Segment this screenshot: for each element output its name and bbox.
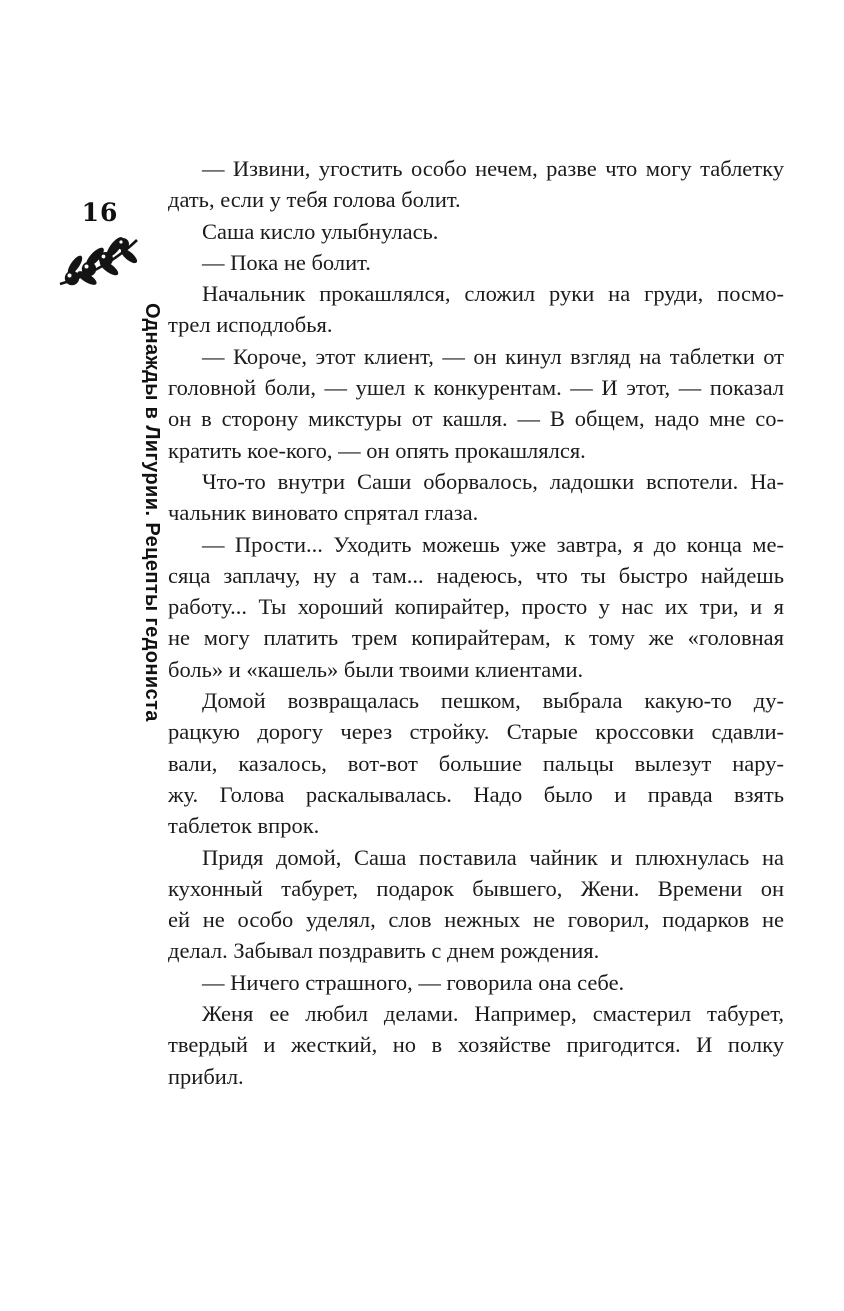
text-line: — Короче, этот клиент, — он кинул взгляд на таблетки от (202, 343, 784, 369)
text-line: дать, если у тебя голова болит. (168, 187, 461, 213)
paragraph (168, 278, 784, 341)
text-line: вали, казалось, вот-вот большие пальцы вылезут нару- (168, 750, 784, 776)
paragraph (168, 529, 784, 685)
text-line: рацкую дорогу через стройку. Старые кроссовки сдавли- (168, 719, 784, 745)
text-line: — Ничего страшного, — говорила она себе. (202, 969, 625, 995)
text-line: Саша кисло улыбнулась. (202, 218, 439, 244)
text-line: головной боли, — ушел к конкурентам. — И этот, — показал (168, 375, 784, 401)
paragraph (168, 685, 784, 841)
text-line: жу. Голова раскалывалась. Надо было и правда взять (168, 781, 784, 807)
text-line: — Извини, угостить особо нечем, разве что могу таблетку (202, 156, 784, 181)
margin-book-title: Однажды в Лигурии. Рецепты гедониста (141, 303, 163, 722)
paragraph (168, 247, 784, 278)
text-line: работу... Ты хороший копирайтер, просто у нас их три, и я (168, 594, 784, 620)
text-line: трел исподлобья. (168, 312, 333, 338)
olive-branch-ornament-icon (58, 231, 140, 291)
text-line: чальник виновато спрятал глаза. (168, 500, 479, 526)
text-block (168, 153, 784, 1092)
text-line: — Пока не болит. (202, 249, 371, 275)
text-line: твердый и жесткий, но в хозяйстве пригодится. И полку (168, 1032, 784, 1058)
text-line: Домой возвращалась пешком, выбрала какую-то ду- (202, 688, 784, 714)
text-line: кухонный табурет, подарок бывшего, Жени. Времени он (168, 875, 784, 901)
text-line: прибил. (168, 1063, 244, 1089)
text-line: Придя домой, Саша поставила чайник и плюхнулась на (202, 844, 784, 870)
page-number: 16 (81, 198, 119, 227)
text-line: боль» и «кашель» были твоими клиентами. (168, 656, 584, 682)
text-line: сяца заплачу, ну а там... надеюсь, что ты быстро найдешь (168, 562, 784, 588)
text-line: он в сторону микстуры от кашля. — В общем, надо мне со- (168, 406, 784, 432)
text-line: делал. Забывал поздравить с днем рождения. (168, 938, 600, 964)
page-margin (56, 0, 163, 1311)
paragraph (168, 153, 784, 216)
paragraph (168, 998, 784, 1092)
text-line: Женя ее любил делами. Например, смастерил табурет, (202, 1001, 784, 1027)
paragraph (168, 341, 784, 466)
text-line: кратить кое-кого, — он опять прокашлялся. (168, 437, 586, 463)
paragraph (168, 967, 784, 998)
text-line: — Прости... Уходить можешь уже завтра, я до конца ме- (202, 531, 784, 557)
text-line: таблеток впрок. (168, 813, 320, 839)
paragraph (168, 842, 784, 967)
text-line: не могу платить трем копирайтерам, к тому же «головная (168, 625, 784, 651)
text-line: Начальник прокашлялся, сложил руки на груди, посмо- (202, 281, 784, 307)
paragraph (168, 466, 784, 529)
text-line: ей не особо уделял, слов нежных не говорил, подарков не (168, 907, 784, 933)
text-line: Что-то внутри Саши оборвалось, ладошки вспотели. На- (202, 468, 784, 494)
paragraph (168, 216, 784, 247)
